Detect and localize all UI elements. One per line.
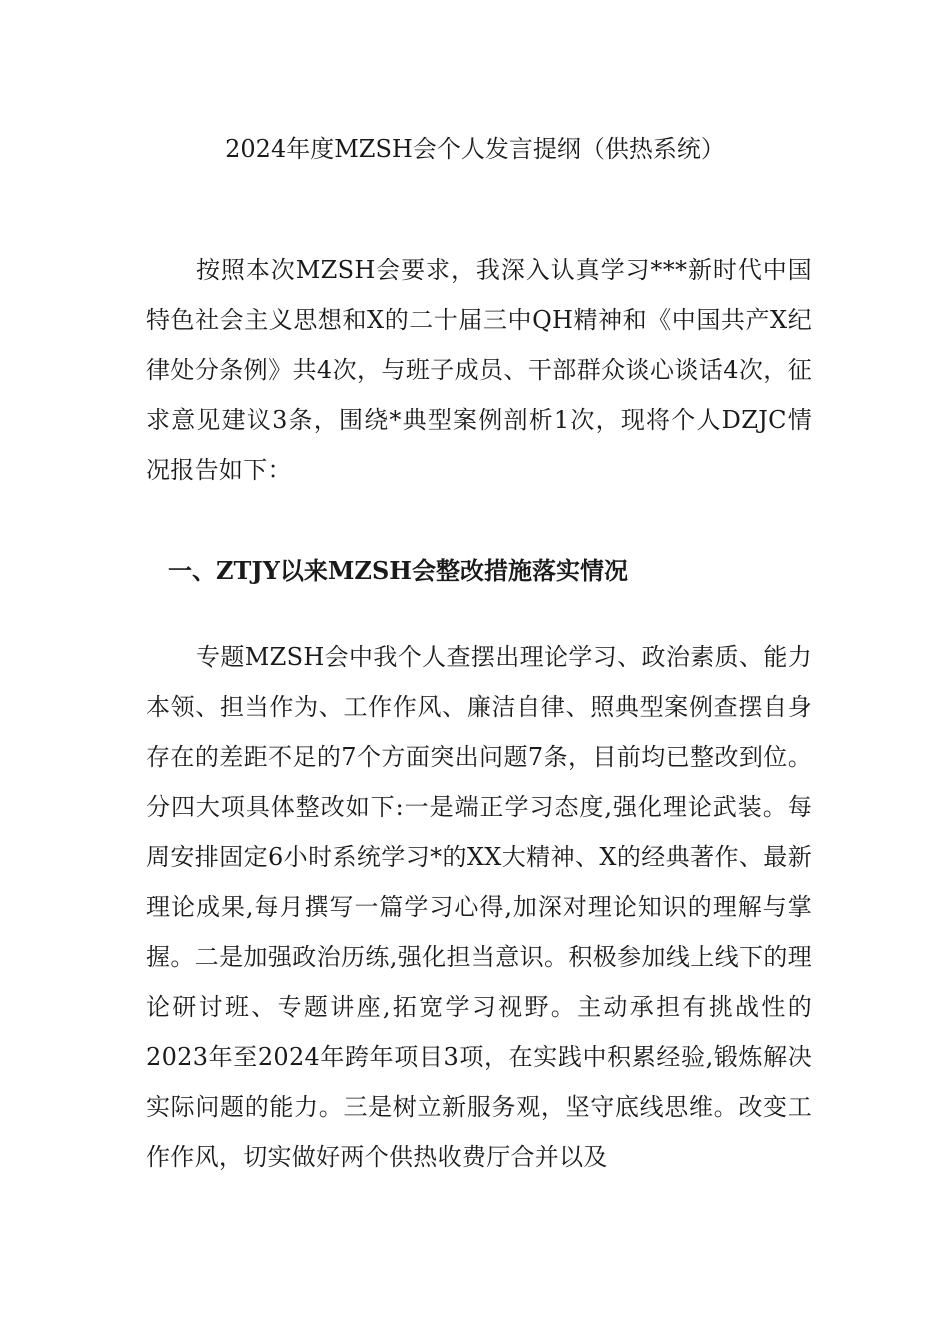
document-title: 2024年度MZSH会个人发言提纲（供热系统）	[225, 135, 725, 163]
intro-paragraph: 按照本次MZSH会要求，我深入认真学习***新时代中国特色社会主义思想和X的二十届三中QH精神和《中国共产X纪律处分条例》共4次，与班子成员、干部群众谈心谈话4次，征求意见建议3条，围绕*典型案例剖析1次，现将个人DZJC情况报告如下：	[146, 256, 812, 484]
section-paragraph: 专题MZSH会中我个人查摆出理论学习、政治素质、能力本领、担当作为、工作作风、廉洁自律、照典型案例查摆自身存在的差距不足的7个方面突出问题7条，目前均已整改到位。分四大项具体整改如下:一是端正学习态度,强化理论武装。每周安排固定6小时系统学习*的XX大精神、X的经典著作、最新理论成果,每月撰写一篇学习心得,加深对理论知识的理解与掌握。二是加强政治历练,强化担当意识。积极参加线上线下的理论研讨班、专题讲座,拓宽学习视野。主动承担有挑战性的2023年至2024年跨年项目3项，在实践中积累经验,锻炼解决实际问题的能力。三是树立新服务观，坚守底线思维。改变工作作风，切实做好两个供热收费厅合并以及	[146, 643, 812, 1171]
section-heading: 一、ZTJY以来MZSH会整改措施落实情况	[168, 556, 628, 585]
